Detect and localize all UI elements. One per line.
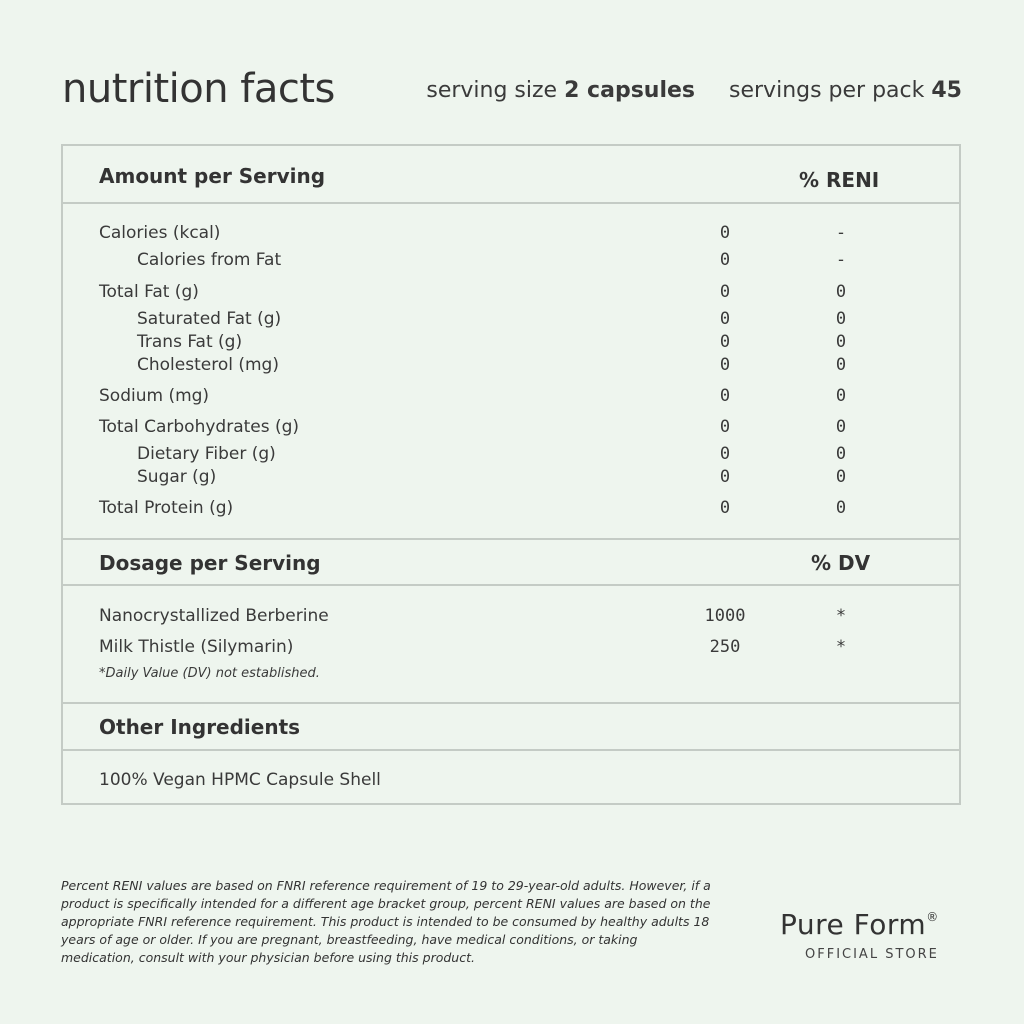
nutrient-label: Calories (kcal) [99,223,221,243]
nutrient-row [63,250,959,272]
servings-per-pack-label: servings per pack [729,78,925,103]
other-ingredients-text: 100% Vegan HPMC Capsule Shell [99,770,381,790]
nutrient-label: Cholesterol (mg) [137,355,279,375]
nutrient-row [63,332,959,354]
nutrient-label: Sugar (g) [137,467,217,487]
divider [63,584,959,586]
dosage-amount: 250 [709,637,741,657]
dosage-pct: * [835,637,847,657]
brand-name-text: Pure Form [780,908,927,941]
brand-logo [780,908,970,962]
nutrient-row [63,498,959,520]
nutrient-label: Total Carbohydrates (g) [99,417,300,437]
nutrient-row [63,355,959,377]
serving-size-label: serving size [426,78,558,103]
nutrient-pct: 0 [835,444,847,464]
nutrient-label: Total Protein (g) [99,498,234,518]
nutrient-amount: 0 [719,386,731,406]
nutrient-pct: 0 [835,498,847,518]
dosage-row [63,637,959,659]
nutrient-pct: 0 [835,282,847,302]
serving-info [426,78,962,103]
divider [63,202,959,204]
nutrient-row [63,444,959,466]
brand-subtitle: OFFICIAL STORE [805,947,939,962]
nutrient-pct: 0 [835,309,847,329]
nutrient-amount: 0 [719,498,731,518]
nutrient-row [63,386,959,408]
nutrient-pct: 0 [835,417,847,437]
dosage-amount: 1000 [704,606,746,626]
dosage-label: Milk Thistle (Silymarin) [99,637,294,657]
nutrient-amount: 0 [719,282,731,302]
nutrient-amount: 0 [719,417,731,437]
nutrient-label: Sodium (mg) [99,386,210,406]
nutrient-pct: 0 [835,355,847,375]
reni-heading: % RENI [799,168,880,192]
nutrient-amount: 0 [719,444,731,464]
nutrient-amount: 0 [719,309,731,329]
dosage-heading: Dosage per Serving [99,551,321,575]
serving-size-value: 2 capsules [564,78,696,103]
page-title: nutrition facts [62,66,335,112]
nutrient-pct: - [835,223,847,243]
nutrient-amount: 0 [719,250,731,270]
nutrient-row [63,223,959,245]
registered-mark: ® [926,910,939,924]
header [62,66,962,116]
divider [63,749,959,751]
nutrient-amount: 0 [719,467,731,487]
nutrition-panel [61,144,961,805]
brand-name [780,908,970,941]
nutrient-amount: 0 [719,223,731,243]
nutrient-pct: 0 [835,467,847,487]
nutrient-row [63,309,959,331]
dosage-pct: * [835,606,847,626]
dosage-row [63,606,959,628]
nutrient-row [63,282,959,304]
nutrient-label: Saturated Fat (g) [137,309,282,329]
nutrient-label: Total Fat (g) [99,282,199,302]
divider [63,538,959,540]
nutrient-pct: 0 [835,386,847,406]
nutrient-label: Calories from Fat [137,250,282,270]
divider [63,702,959,704]
dv-footnote: *Daily Value (DV) not established. [99,666,320,681]
servings-per-pack-value: 45 [931,78,962,103]
dv-heading: % DV [811,551,871,575]
dosage-label: Nanocrystallized Berberine [99,606,329,626]
nutrient-pct: 0 [835,332,847,352]
other-ingredients-heading: Other Ingredients [99,715,301,739]
nutrient-amount: 0 [719,355,731,375]
nutrient-label: Trans Fat (g) [137,332,243,352]
disclaimer: Percent RENI values are based on FNRI reference requirement of 19 to 29-year-old adults. However, if a product is specifically intended for a different age bracket group, percent RENI values are based on the appropriate FNRI reference requirement. This product is intended to be consumed by healthy adults 18 years of age or older. If you are pregnant, breastfeeding, have medical conditions, or taking medication, consult with your physician before using this product. [61,878,711,965]
nutrient-row [63,467,959,489]
nutrient-row [63,417,959,439]
nutrient-pct: - [835,250,847,270]
amount-heading: Amount per Serving [99,164,326,188]
nutrient-label: Dietary Fiber (g) [137,444,276,464]
nutrient-amount: 0 [719,332,731,352]
